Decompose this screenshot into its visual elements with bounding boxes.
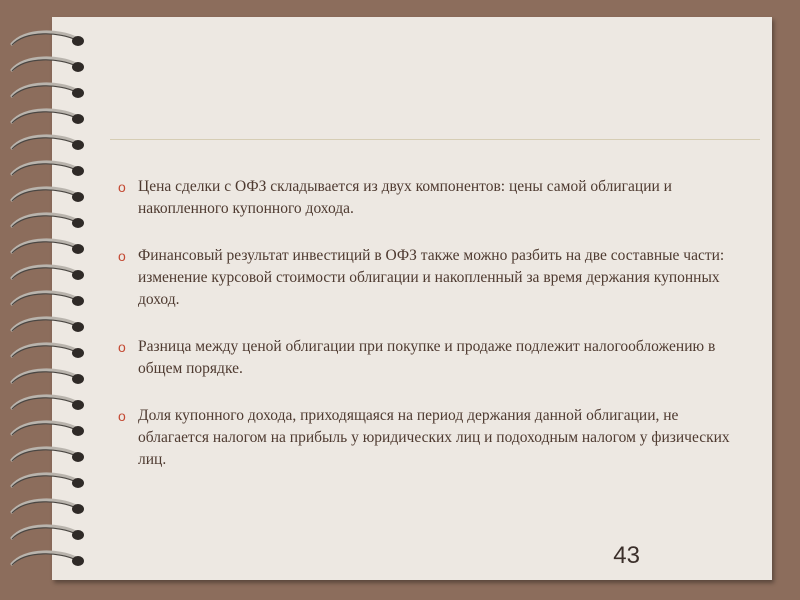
bullet-list — [118, 176, 738, 496]
list-item — [118, 336, 738, 380]
spiral-ring — [12, 58, 84, 72]
spiral-ring — [12, 214, 84, 228]
spiral-ring — [12, 344, 84, 358]
spiral-ring — [12, 292, 84, 306]
page-number: 43 — [613, 542, 640, 569]
spiral-ring — [12, 84, 84, 98]
spiral-ring — [12, 240, 84, 254]
spiral-ring — [12, 370, 84, 384]
spiral-ring — [12, 448, 84, 462]
spiral-ring — [12, 526, 84, 540]
bullet-marker: o — [118, 339, 126, 355]
list-item — [118, 405, 738, 471]
spiral-ring — [12, 318, 84, 332]
bullet-text: Доля купонного дохода, приходящаяся на период держания данной облигации, не облагается налогом на прибыль у юридических лиц и подоходным налогом у физических лиц. — [138, 407, 730, 468]
spiral-ring — [12, 162, 84, 176]
spiral-ring — [12, 266, 84, 280]
list-item — [118, 245, 738, 311]
spiral-ring — [12, 32, 84, 46]
spiral-ring — [12, 110, 84, 124]
spiral-ring — [12, 136, 84, 150]
divider-line — [110, 139, 760, 140]
bullet-marker: o — [118, 248, 126, 264]
spiral-ring — [12, 474, 84, 488]
bullet-marker: o — [118, 408, 126, 424]
list-item — [118, 176, 738, 220]
bullet-marker: o — [118, 179, 126, 195]
spiral-binding-icon — [8, 30, 88, 580]
spiral-ring — [12, 552, 84, 566]
bullet-text: Разница между ценой облигации при покупке и продаже подлежит налогообложению в общем порядке. — [138, 338, 716, 377]
spiral-ring — [12, 500, 84, 514]
spiral-ring — [12, 422, 84, 436]
spiral-ring — [12, 188, 84, 202]
spiral-ring — [12, 396, 84, 410]
bullet-text: Финансовый результат инвестиций в ОФЗ также можно разбить на две составные части: изменение курсовой стоимости облигации и накопленный за время держания купонных доход. — [138, 247, 725, 308]
bullet-text: Цена сделки с ОФЗ складывается из двух компонентов: цены самой облигации и накопленного купонного дохода. — [138, 178, 672, 217]
